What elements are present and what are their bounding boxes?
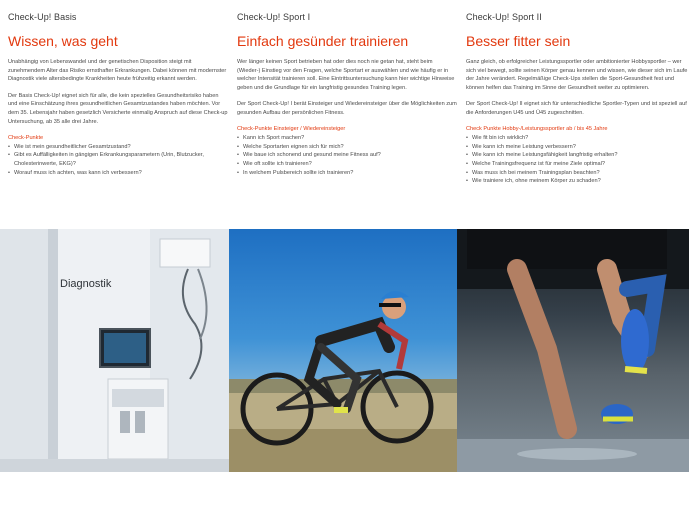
paragraph: Der Basis Check-Up! eignet sich für alle, die kein spezielles Gesundheitsrisiko haben und eine Einschätzung ihres gesundheitlichen Gesamtzustandes haben möchten. Vor dem 35. Lebensjahr haben gesetzlich Versicherte einmalig Anspruch auf diese Check-up Untersuchung, ab 35 alle drei Jahre. [8, 92, 228, 125]
list-item: • Welche Sportarten eignen sich für mich? [237, 143, 457, 152]
runner-illustration [457, 229, 689, 472]
kicker: Check-Up! Sport I [237, 12, 311, 22]
headline: Einfach gesünder trainieren [237, 33, 409, 49]
list-item: • Wie kann ich meine Leistung verbessern? [466, 143, 688, 152]
body-text [8, 58, 228, 177]
photo-cyclist [229, 229, 457, 472]
diagnostik-sign: Diagnostik [60, 278, 112, 290]
checkpoints-heading: Check Punkte Hobby-/Leistungssportler ab / bis 45 Jahre [466, 126, 608, 133]
paragraph: Wer länger keinen Sport betrieben hat oder dies noch nie getan hat, steht beim (Wieder-) Einstieg vor den Fragen, welche Sportart er auswählen und wie häufig er in welcher Intensität trainieren soll. Eine Eintrittsuntersuchung kann hier wichtige Hinweise geben und die Grundlage für ein langfristig gesundes Training legen. [237, 59, 455, 92]
list-item: • Wie kann ich meine Leistungsfähigkeit langfristig erhalten? [466, 151, 688, 160]
cyclist-illustration [229, 229, 457, 472]
headline: Wissen, was geht [8, 33, 118, 49]
photo-diagnostics-room [0, 229, 229, 472]
page-edge [689, 229, 700, 472]
list-item: • Kann ich Sport machen? [237, 134, 457, 143]
checkpoints-list [8, 143, 228, 178]
checkpoints-heading: Check-Punkte Einsteiger / Wiedereinsteiger [237, 126, 346, 133]
list-item: • Welche Trainingsfrequenz ist für meine Ziele optimal? [466, 160, 688, 169]
paragraph: Unabhängig von Lebenswandel und der genetischen Disposition steigt mit zunehmendem Alter das Risiko ernsthafter Erkrankungen. Dabei können mit modernster Diagnostik viele altersbedingte Krankheiten heute frühzeitig erkannt werden. [8, 59, 227, 83]
photo-runner [457, 229, 689, 472]
diagnostics-room-illustration [0, 229, 229, 472]
kicker: Check-Up! Sport II [466, 12, 542, 22]
paragraph: Ganz gleich, ob erfolgreicher Leistungssportler oder ambitionierter Hobbysportler – wer sich viel bewegt, sollte seinen Körper genau kennen und wissen, wie dieser sich im Laufe der Jahre verändert. Regelmäßige Check-Ups stellen die Sport-Gesundheit fest und können helfen das Training im Sinne der Gesundheit weiter zu optimieren. [466, 59, 688, 92]
list-item: • Wie baue ich schonend und gesund meine Fitness auf? [237, 151, 457, 160]
checkpoints-list [237, 134, 457, 178]
checkpoints-list [466, 134, 688, 186]
paragraph: Der Sport Check-Up! II eignet sich für unterschiedliche Sportler-Typen und ist speziell auf die Anforderungen U45 und Ü45 zugeschnitten. [466, 101, 687, 117]
list-item: • Worauf muss ich achten, was kann ich verbessern? [8, 169, 228, 178]
list-item: • Wie ist mein gesundheitlicher Gesamtzustand? [8, 143, 228, 152]
list-item: • In welchem Pulsbereich sollte ich trainieren? [237, 169, 457, 178]
checkpoints-heading: Check-Punkte [8, 134, 44, 141]
list-item: • Wie trainiere ich, ohne meinem Körper zu schaden? [466, 177, 688, 186]
paragraph: Der Sport Check-Up! I berät Einsteiger und Wiedereinsteiger über die Möglichkeiten zum gesunden Aufbau der persönlichen Fitness. [237, 101, 457, 117]
body-text [237, 58, 457, 177]
list-item: • Was muss ich bei meinem Trainingsplan beachten? [466, 169, 688, 178]
body-text [466, 58, 688, 186]
list-item: • Wie fit bin ich wirklich? [466, 134, 688, 143]
list-item: • Gibt es Auffälligkeiten in gängigen Erkrankungsparametern (Urin, Blutzucker, Cholesterinwerte, EKG)? [8, 151, 228, 168]
headline: Besser fitter sein [466, 33, 571, 49]
list-item: • Wie oft sollte ich trainieren? [237, 160, 457, 169]
kicker: Check-Up! Basis [8, 12, 77, 22]
